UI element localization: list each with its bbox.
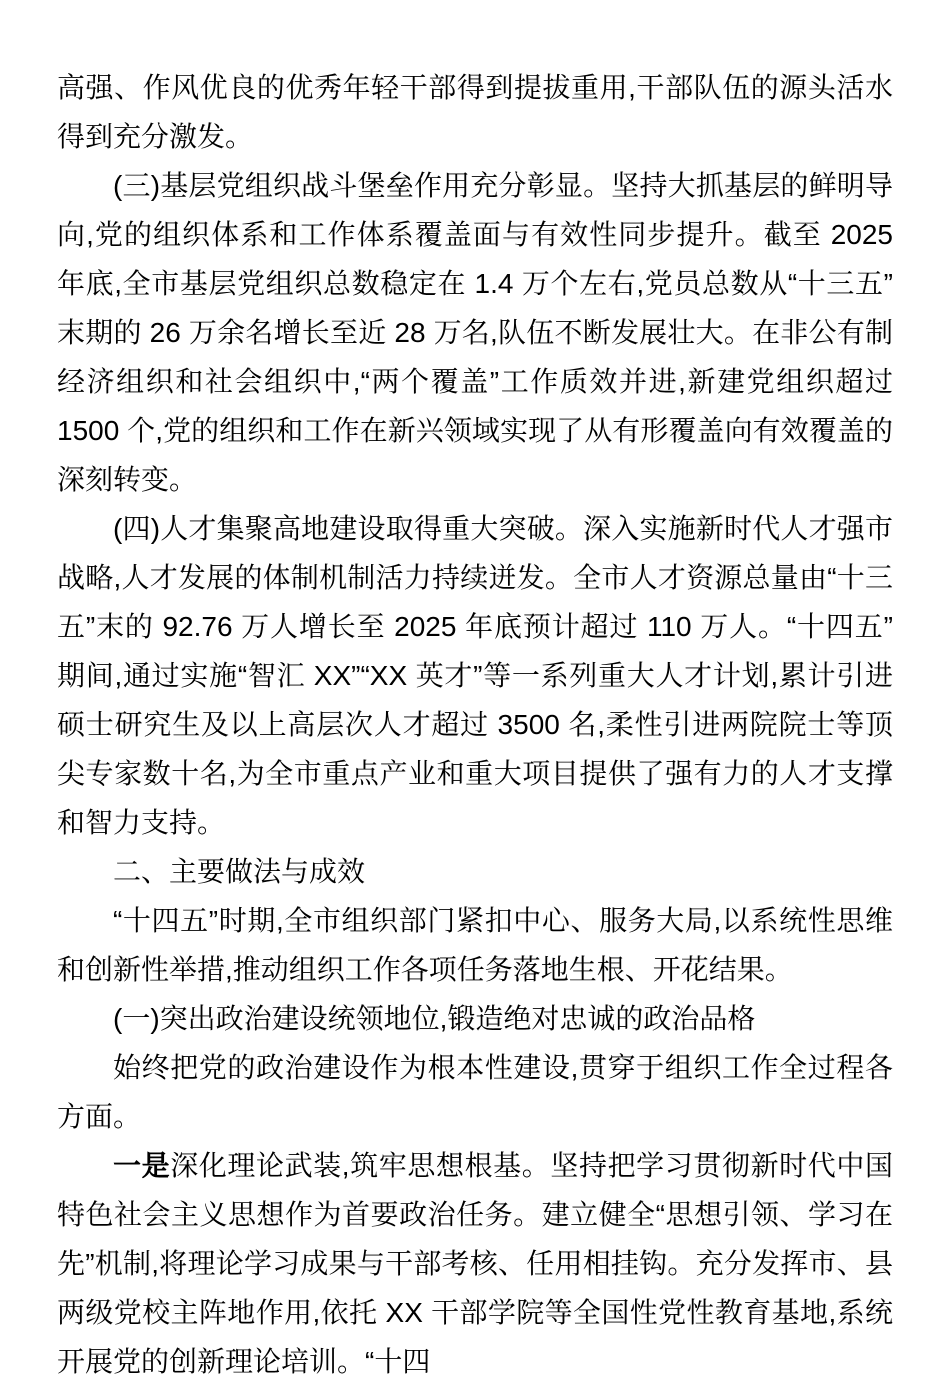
paragraph-measure-1 xyxy=(57,1141,893,1386)
paragraph-bold-lead: 一是 xyxy=(113,1150,171,1181)
paragraph-section-intro: “十四五”时期,全市组织部门紧扣中心、服务大局,以系统性思维和创新性举措,推动组织工作各项任务落地生根、开花结果。 xyxy=(57,905,893,985)
section-heading: 二、主要做法与成效 xyxy=(113,856,366,887)
paragraph-subsection-intro: 始终把党的政治建设作为根本性建设,贯穿于组织工作全过程各方面。 xyxy=(57,1052,893,1132)
paragraph-achievement-3: (三)基层党组织战斗堡垒作用充分彰显。坚持大抓基层的鲜明导向,党的组织体系和工作体系覆盖面与有效性同步提升。截至 2025 年底,全市基层党组织总数稳定在 1.4 万个左右,党员总数从“十三五”末期的 26 万余名增长至近 28 万名,队伍不断发展壮大。在非公有制经济组织和社会组织中,“两个覆盖”工作质效并进,新建党组织超过 1500 个,党的组织和工作在新兴领域实现了从有形覆盖向有效覆盖的深刻转变。 xyxy=(57,170,893,495)
paragraph-continuation: 高强、作风优良的优秀年轻干部得到提拔重用,干部队伍的源头活水得到充分激发。 xyxy=(57,72,893,152)
subsection-heading: (一)突出政治建设统领地位,锻造绝对忠诚的政治品格 xyxy=(113,1003,756,1034)
paragraph-achievement-4: (四)人才集聚高地建设取得重大突破。深入实施新时代人才强市战略,人才发展的体制机制活力持续迸发。全市人才资源总量由“十三五”末的 92.76 万人增长至 2025 年底预计超过 110 万人。“十四五”期间,通过实施“智汇 XX”“XX 英才”等一系列重大人才计划,累计引进硕士研究生及以上高层次人才超过 3500 名,柔性引进两院院士等顶尖专家数十名,为全市重点产业和重大项目提供了强有力的人才支撑和智力支持。 xyxy=(57,513,893,838)
paragraph-measure-1-text: 深化理论武装,筑牢思想根基。坚持把学习贯彻新时代中国特色社会主义思想作为首要政治任务。建立健全“思想引领、学习在先”机制,将理论学习成果与干部考核、任用相挂钩。充分发挥市、县两级党校主阵地作用,依托 XX 干部学院等全国性党性教育基地,系统开展党的创新理论培训。“十四 xyxy=(57,1150,893,1377)
